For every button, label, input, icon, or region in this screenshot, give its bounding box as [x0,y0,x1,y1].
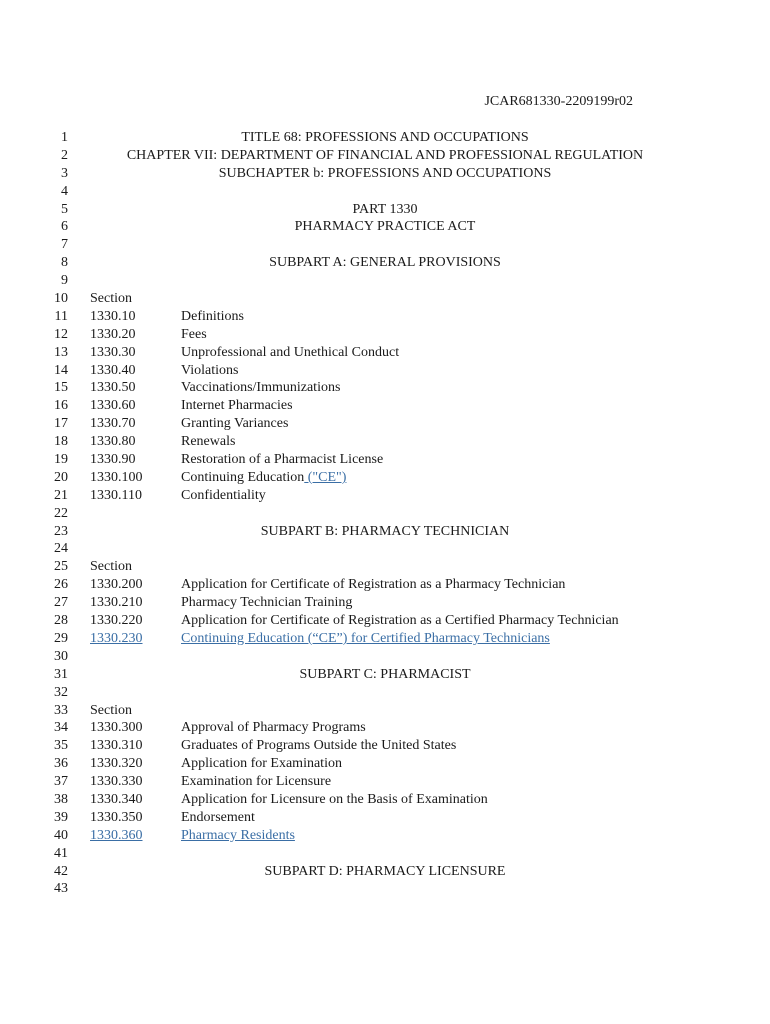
section-title [181,415,288,433]
heading-text: SUBCHAPTER b: PROFESSIONS AND OCCUPATIONS [218,165,552,181]
line-number: 14 [54,362,68,378]
section-title-text: Internet Pharmacies [181,398,293,414]
section-title-text: Application for Certificate of Registration as a Certified Pharmacy Technician [181,613,619,629]
line-number: 33 [54,702,68,718]
heading-text: PHARMACY PRACTICE ACT [294,219,476,235]
document-line [0,201,770,219]
section-column-label: Section [90,291,132,307]
section-number: 1330.300 [90,720,143,736]
document-line [0,666,770,684]
document-line [0,254,770,272]
document-line [0,702,770,720]
section-number: 1330.40 [90,362,136,378]
line-number: 34 [54,720,68,736]
section-title[interactable] [181,630,550,648]
section-number: 1330.320 [90,756,143,772]
section-title [181,433,235,451]
line-number: 3 [61,165,68,181]
line-number: 2 [61,147,68,163]
document-line [0,594,770,612]
section-title [181,719,366,737]
line-number: 18 [54,434,68,450]
section-number: 1330.30 [90,344,136,360]
document-line [0,129,770,147]
section-column-label: Section [90,702,132,718]
document-line [0,630,770,648]
line-number: 21 [54,487,68,503]
document-line [0,415,770,433]
section-number: 1330.200 [90,577,143,593]
section-title [181,308,244,326]
document-line [0,183,770,201]
line-number: 1 [61,130,68,145]
document-line [0,809,770,827]
line-number: 24 [54,541,68,557]
document-line [0,719,770,737]
line-number: 43 [54,881,68,897]
document-line [0,755,770,773]
document-line [0,648,770,666]
section-title [181,809,255,827]
line-number: 7 [61,237,68,253]
document-body [0,129,770,898]
section-title [181,326,207,344]
document-line [0,540,770,558]
line-number: 17 [54,416,68,432]
line-number: 27 [54,595,68,611]
section-title-text: Definitions [181,308,244,324]
section-title [181,362,239,380]
line-number: 13 [54,344,68,360]
document-line [0,880,770,898]
section-title [181,755,342,773]
document-line [0,845,770,863]
document-line [0,290,770,308]
document-line [0,344,770,362]
section-title-text: Vaccinations/Immunizations [181,380,341,396]
document-line [0,397,770,415]
section-title [181,344,399,362]
line-number: 20 [54,469,68,485]
document-line [0,379,770,397]
document-line [0,523,770,541]
document-line [0,558,770,576]
section-title [181,594,352,612]
heading-text: SUBPART D: PHARMACY LICENSURE [264,863,506,879]
section-title-link[interactable]: ("CE") [304,469,347,485]
section-number: 1330.220 [90,613,143,629]
section-title-text: Application for Certificate of Registration as a Pharmacy Technician [181,577,566,593]
heading-text: SUBPART A: GENERAL PROVISIONS [269,255,501,271]
line-number: 29 [54,630,68,646]
line-number: 16 [54,398,68,414]
document-line [0,827,770,845]
section-title-text: Endorsement [181,809,255,825]
line-number: 4 [61,183,68,199]
line-number: 36 [54,756,68,772]
line-number: 23 [54,523,68,539]
section-title-text: Examination for Licensure [181,774,332,790]
section-number: 1330.70 [90,416,136,432]
line-number: 35 [54,738,68,754]
section-title [181,773,331,791]
line-number: 22 [54,505,68,521]
document-line [0,487,770,505]
section-title-text: Granting Variances [181,416,289,432]
section-number: 1330.60 [90,398,136,414]
section-number: 1330.310 [90,738,143,754]
document-line [0,451,770,469]
line-number: 40 [54,827,68,843]
section-number: 1330.20 [90,326,136,342]
heading-text: SUBPART B: PHARMACY TECHNICIAN [260,523,510,539]
section-number[interactable]: 1330.230 [90,630,143,646]
line-number: 11 [54,308,68,324]
section-number: 1330.350 [90,809,143,825]
section-title [181,576,565,594]
section-title-text: Fees [181,326,207,342]
section-title[interactable] [181,827,295,845]
line-number: 12 [54,326,68,342]
document-line [0,272,770,290]
section-title-text: Violations [181,362,239,378]
line-number: 19 [54,452,68,468]
line-number: 25 [54,559,68,575]
document-line [0,773,770,791]
document-line [0,791,770,809]
line-number: 38 [54,791,68,807]
line-number: 26 [54,577,68,593]
document-id: JCAR681330-2209199r02 [484,94,633,109]
document-line [0,165,770,183]
line-number: 10 [54,291,68,307]
section-number[interactable]: 1330.360 [90,827,143,843]
line-number: 42 [54,863,68,879]
document-line [0,576,770,594]
section-number: 1330.340 [90,791,143,807]
document-line [0,469,770,487]
section-number: 1330.330 [90,774,143,790]
section-number: 1330.80 [90,434,136,450]
section-title-text: Graduates of Programs Outside the United States [181,738,457,754]
section-title [181,451,383,469]
section-title-text[interactable]: Pharmacy Residents [181,827,295,843]
section-title-text: Unprofessional and Unethical Conduct [181,344,400,360]
document-line [0,236,770,254]
document-line [0,147,770,165]
line-number: 31 [54,666,68,682]
document-line [0,684,770,702]
section-column-label: Section [90,559,132,575]
line-number: 30 [54,648,68,664]
section-number: 1330.50 [90,380,136,396]
document-line [0,737,770,755]
section-title-text: Pharmacy Technician Training [181,595,353,611]
document-line [0,362,770,380]
document-line [0,218,770,236]
section-title-text: Application for Licensure on the Basis of Examination [181,791,488,807]
section-title [181,612,619,630]
document-line [0,612,770,630]
line-number: 5 [61,201,68,217]
section-title [181,379,340,397]
section-title-text: Restoration of a Pharmacist License [181,452,384,468]
document-line [0,863,770,881]
section-title [181,469,346,487]
line-number: 28 [54,613,68,629]
line-number: 39 [54,809,68,825]
section-title-text: Application for Examination [181,756,342,772]
line-number: 6 [61,219,68,235]
section-number: 1330.210 [90,595,143,611]
section-title-text: Continuing Education [181,469,305,485]
heading-text: TITLE 68: PROFESSIONS AND OCCUPATIONS [241,130,529,145]
section-title [181,737,456,755]
document-line [0,308,770,326]
line-number: 32 [54,684,68,700]
section-number: 1330.110 [90,487,142,503]
line-number: 9 [61,273,68,289]
document-line [0,433,770,451]
heading-text: PART 1330 [352,201,418,217]
line-number: 37 [54,774,68,790]
section-title-text: Approval of Pharmacy Programs [181,720,366,736]
heading-text: CHAPTER VII: DEPARTMENT OF FINANCIAL AND PROFESSIONAL REGULATION [126,147,644,163]
document-line [0,326,770,344]
section-number: 1330.90 [90,452,136,468]
section-title-text: Renewals [181,434,236,450]
line-number: 8 [61,255,68,271]
line-number: 15 [54,380,68,396]
section-title-text: Confidentiality [181,487,266,503]
section-number: 1330.100 [90,469,143,485]
section-title [181,397,293,415]
section-title [181,791,488,809]
section-title [181,487,266,505]
section-title-text[interactable]: Continuing Education (“CE”) for Certified Pharmacy Technicians [181,630,550,646]
line-number: 41 [54,845,68,861]
heading-text: SUBPART C: PHARMACIST [299,666,471,682]
document-line [0,505,770,523]
section-number: 1330.10 [90,308,136,324]
